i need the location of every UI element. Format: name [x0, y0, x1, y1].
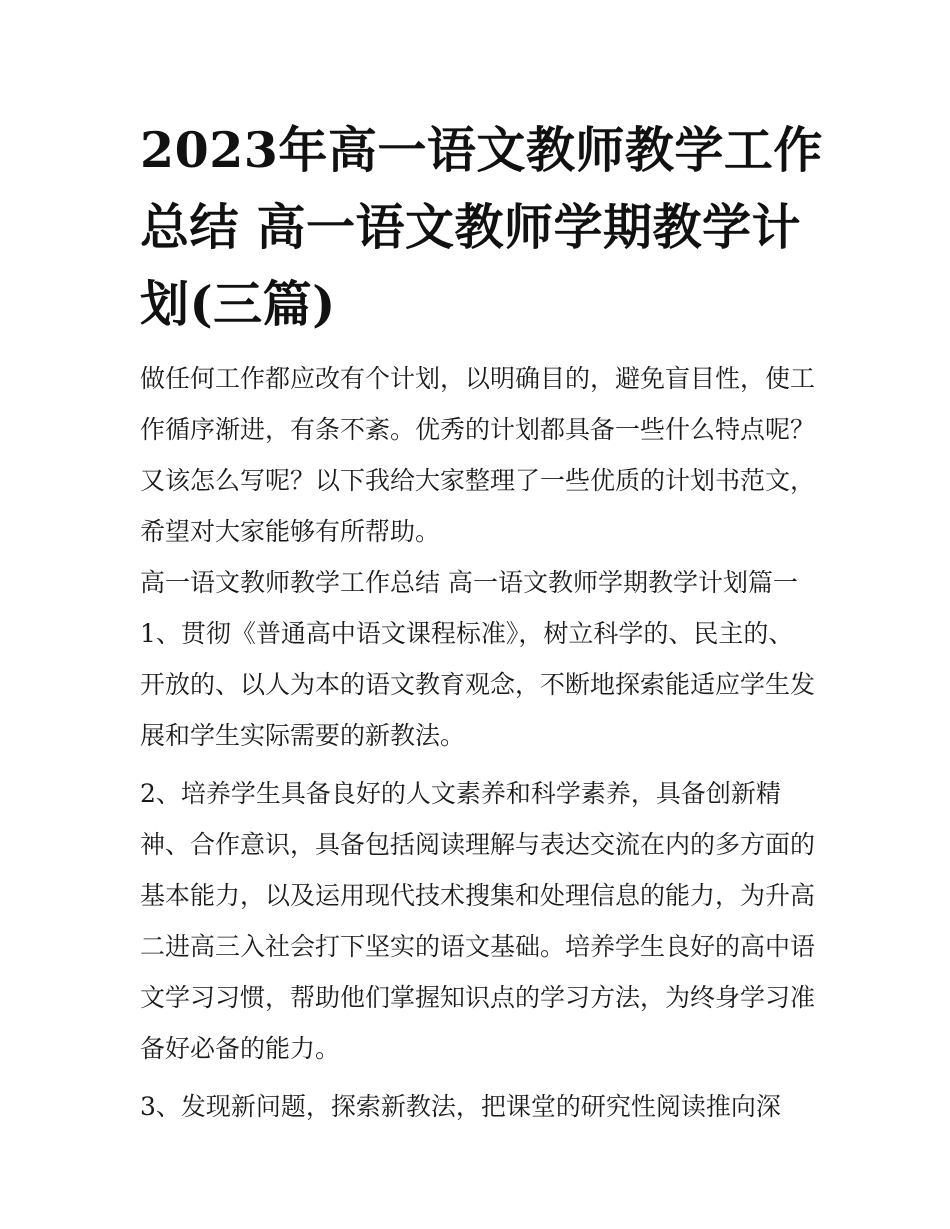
text-line: 2、培养学生具备良好的人文素养和科学素养，具备创新精 — [140, 779, 781, 808]
text-line: 神、合作意识，具备包括阅读理解与表达交流在内的多方面的 — [140, 830, 816, 859]
list-item-3 — [140, 1081, 812, 1132]
text-line: 作循序渐进，有条不紊。优秀的计划都具备一些什么特点呢？ — [140, 415, 816, 444]
title-line: 2023年高一语文教师教学工作 — [140, 121, 823, 179]
text-line: 1、贯彻《普通高中语文课程标准》，树立科学的、民主的、 — [140, 619, 794, 648]
document-content — [140, 112, 823, 1132]
document-body — [140, 353, 816, 1132]
text-line: 3、发现新问题，探索新教法，把课堂的研究性阅读推向深 — [140, 1092, 781, 1121]
title-line: 总结 高一语文教师学期教学计 — [140, 198, 802, 256]
text-line: 做任何工作都应改有个计划，以明确目的，避免盲目性，使工 — [140, 364, 816, 393]
section-heading — [140, 557, 812, 608]
text-line: 备好必备的能力。 — [140, 1034, 341, 1063]
text-line: 又该怎么写呢？以下我给大家整理了一些优质的计划书范文， — [140, 466, 816, 495]
title-line: 划(三篇) — [140, 275, 336, 333]
text-line: 展和学生实际需要的新教法。 — [140, 721, 466, 750]
text-line: 文学习习惯，帮助他们掌握知识点的学习方法，为终身学习准 — [140, 983, 816, 1012]
text-line: 二进高三入社会打下坚实的语文基础。培养学生良好的高中语 — [140, 932, 816, 961]
list-item-2 — [140, 768, 816, 1074]
text-line: 基本能力，以及运用现代技术搜集和处理信息的能力，为升高 — [140, 881, 816, 910]
text-line: 希望对大家能够有所帮助。 — [140, 517, 441, 546]
text-line: 开放的、以人为本的语文教育观念，不断地探索能适应学生发 — [140, 670, 816, 699]
list-item-1 — [140, 608, 816, 761]
text-line: 高一语文教师教学工作总结 高一语文教师学期教学计划篇一 — [140, 568, 798, 597]
document-title — [140, 112, 823, 343]
intro-paragraph — [140, 353, 816, 557]
